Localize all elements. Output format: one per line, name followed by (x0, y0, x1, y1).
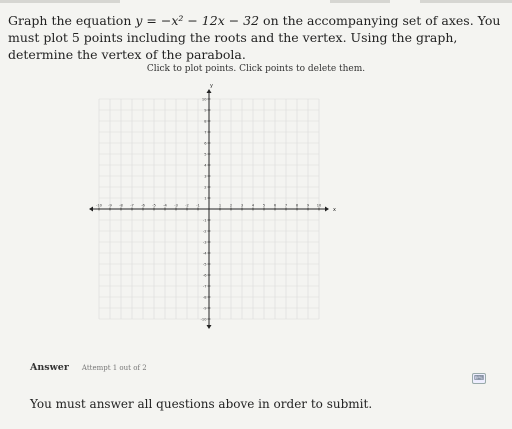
x-tick-label: 2 (229, 203, 233, 208)
x-tick-label: 4 (251, 203, 255, 208)
y-tick-label: 7 (204, 130, 207, 135)
y-tick-label: -9 (202, 306, 207, 311)
nav-segment (420, 0, 512, 3)
question-intro: Graph the equation (8, 13, 136, 28)
y-tick-label: 1 (204, 196, 207, 201)
question-rest: on the accompanying set of axes. You must plot 5 points including the roots and the vertex. Using the graph, determine the vertex of the parabola. (8, 13, 501, 62)
x-tick-label: -2 (185, 203, 189, 208)
x-tick-label: -8 (119, 203, 123, 208)
y-tick-label: -2 (202, 229, 207, 234)
y-tick-label: -6 (202, 273, 207, 278)
x-tick-label: 8 (295, 203, 299, 208)
y-tick-label: 8 (204, 119, 207, 124)
x-tick-label: -6 (141, 203, 145, 208)
x-axis-label: x (333, 207, 336, 213)
question-text (8, 12, 504, 63)
y-tick-label: -8 (202, 295, 207, 300)
y-tick-label: -4 (202, 251, 207, 256)
top-nav-bar (0, 0, 512, 3)
graph-instructions: Click to plot points. Click points to delete them. (146, 64, 366, 74)
y-tick-label: -10 (200, 317, 207, 322)
y-tick-label: 3 (204, 174, 207, 179)
x-tick-label: 3 (240, 203, 244, 208)
x-tick-label: -4 (163, 203, 167, 208)
x-tick-label: -1 (196, 203, 200, 208)
x-tick-label: -3 (174, 203, 178, 208)
graphing-area[interactable] (84, 84, 334, 334)
x-tick-label: -9 (108, 203, 112, 208)
y-tick-label: -1 (202, 218, 207, 223)
x-tick-label: 7 (284, 203, 288, 208)
equation: y = −x² − 12x − 32 (135, 13, 260, 28)
coordinate-plane[interactable] (84, 84, 334, 334)
y-tick-label: -5 (202, 262, 207, 267)
submit-note: You must answer all questions above in order to submit. (30, 397, 373, 411)
y-axis-arrow-down (207, 325, 212, 329)
y-tick-label: 5 (204, 152, 207, 157)
keyboard-icon[interactable]: ⌨ (473, 374, 485, 382)
x-tick-label: -10 (96, 203, 102, 208)
x-axis-arrow-right (325, 207, 329, 212)
nav-segment (0, 0, 120, 3)
x-tick-label: 10 (316, 203, 322, 208)
x-tick-label: 9 (306, 203, 310, 208)
y-tick-label: 4 (204, 163, 207, 168)
answer-row (30, 362, 147, 373)
x-tick-label: -5 (152, 203, 156, 208)
y-tick-label: 6 (204, 141, 207, 146)
attempt-counter: Attempt 1 out of 2 (81, 364, 147, 372)
y-tick-label: -7 (202, 284, 207, 289)
y-tick-label: 9 (204, 108, 207, 113)
nav-segment (330, 0, 390, 3)
y-tick-label: 10 (201, 97, 207, 102)
x-tick-label: -7 (130, 203, 134, 208)
y-axis-arrow-up (207, 89, 212, 93)
y-axis-label: y (210, 83, 213, 89)
y-tick-label: -3 (202, 240, 207, 245)
x-tick-label: 5 (262, 203, 266, 208)
x-tick-label: 6 (273, 203, 277, 208)
y-tick-label: 2 (204, 185, 207, 190)
answer-label: Answer (30, 362, 69, 373)
x-axis-arrow-left (89, 207, 93, 212)
x-tick-label: 1 (218, 203, 222, 208)
